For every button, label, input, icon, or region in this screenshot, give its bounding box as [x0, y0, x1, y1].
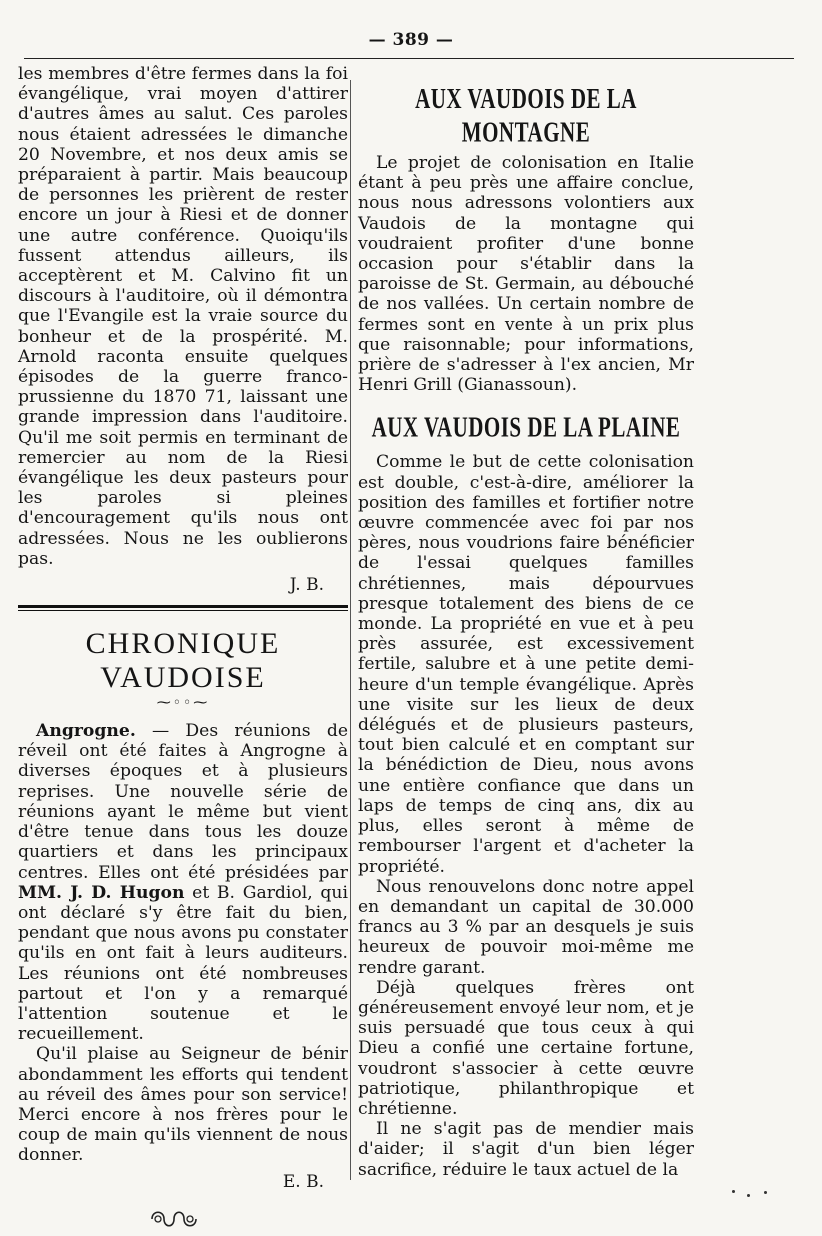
- header-rule: [24, 58, 794, 59]
- column-divider: [350, 80, 351, 1180]
- section-title-chronique: CHRONIQUE VAUDOISE: [85, 627, 281, 695]
- paragraph-riesi-conclusion: les membres d'être fermes dans la foi évangélique, vrai moyen d'attirer d'autres âmes au salut. Ces paroles nous étaient adressées le dimanche 20 Novembre, et nos deux amis se préparaient à partir. Mais beaucoup de personnes les prièrent de rester encore un jour à Riesi et de donner une autre conférence. Quoiqu'ils fussent attendus ailleurs, ils acceptèrent et M. Calvino fit un discours à l'auditoire, où il démontra que l'Evangile est la vraie source du bonheur et de la prospérité. M. Arnold raconta ensuite quelques épisodes de la guerre franco-prussienne du 1870 71, laissant une grande impression dans l'auditoire. Qu'il me soit permis en terminant de remercier au nom de la Riesi évangélique les deux pasteurs pour les paroles si pleines d'encouragement qu'ils nous ont adressées. Nous ne les oublierons pas.: [18, 64, 348, 569]
- ornament-divider: ⁓◦◦⁓: [156, 695, 210, 712]
- section-rule: [18, 605, 348, 611]
- scan-speck: [747, 1194, 750, 1197]
- scan-speck: [764, 1191, 767, 1194]
- flourish-ornament-icon: [148, 1206, 200, 1232]
- angrogne-text-b: et B. Gardiol, qui ont déclaré s'y être fait du bien, pendant que nous avons pu constater qu'ils en ont fait à leurs auditeurs. Les réunions ont été nombreuses partout et l'on y a remarqué l'attention soutenue et le recueillement.: [18, 882, 348, 1045]
- angrogne-text-a: — Des réunions de réveil ont été faites à Angrogne à diverses époques et à plusieurs reprises. Une nouvelle série de réunions ayant le même but vient d'être tenue dans tous les douze quartiers et dans les principaux centres. Elles ont été présidées par: [18, 721, 348, 883]
- signature-jb: J. B.: [289, 575, 324, 596]
- paragraph-freres: Déjà quelques frères ont généreusement envoyé leur nom, et je suis persuadé que tous ceux à qui Dieu a confié une certaine fortune, voudront s'associer à cette œuvre patriotique, philanthropique et chrétienne.: [358, 977, 694, 1119]
- page-number: — 389 —: [368, 30, 454, 50]
- paragraph-sacrifice: Il ne s'agit pas de mendier mais d'aider; il s'agit d'un bien léger sacrifice, réduire le taux actuel de la: [358, 1119, 694, 1180]
- paragraph-montagne: Le projet de colonisation en Italie étant à peu près une affaire conclue, nous nous adressons volontiers aux Vaudois de la montagne qui voudraient profiter d'une bonne occasion pour s'établir dans la paroisse de St. Germain, au débouché de nos vallées. Un certain nombre de fermes sont en vente à un prix plus que raisonnable; pour informations, prière de s'adresser à l'ex ancien, Mr Henri Grill (Gianassoun).: [358, 153, 694, 396]
- scan-speck: [732, 1190, 735, 1193]
- paragraph-plaine: Comme le but de cette colonisation est double, c'est-à-dire, améliorer la position des familles et fortifier notre œuvre commencée avec foi par nos pères, nous voudrions faire bénéficier de l'essai quelques familles chrétiennes, mais dépourvues presque totalement des biens de ce monde. La propriété en vue et à peu près assurée, est excessivement fertile, salubre et à une petite demi-heure d'un temple évangélique. Après une visite sur les lieux de deux délégués et de plusieurs pasteurs, tout bien calculé et en comptant sur la bénédiction de Dieu, nous avons une entière confiance que dans un laps de temps de cinq ans, dix au plus, elles seront à même de rembourser l'argent et d'acheter la propriété.: [358, 452, 694, 877]
- heading-vaudois-plaine: AUX VAUDOIS DE LA PLAINE: [371, 411, 681, 444]
- place-name-angrogne: Angrogne.: [36, 721, 136, 742]
- paragraph-angrogne: [18, 721, 348, 1044]
- heading-vaudois-montagne: AUX VAUDOIS DE LA MONTAGNE: [415, 82, 637, 149]
- pastor-names: MM. J. D. Hugon: [18, 882, 185, 903]
- right-column: [358, 64, 694, 1209]
- left-column: [18, 64, 348, 1209]
- paragraph-benediction: Qu'il plaise au Seigneur de bénir abondamment les efforts qui tendent au réveil des âmes pour son service! Merci encore à nos frères pour le coup de main qu'ils viennent de nous donner.: [18, 1044, 348, 1166]
- signature-eb: E. B.: [282, 1171, 324, 1192]
- paragraph-appel: Nous renouvelons donc notre appel en demandant un capital de 30.000 francs au 3 % par an desquels je suis heureux de pouvoir moi-même me rendre garant.: [358, 876, 694, 978]
